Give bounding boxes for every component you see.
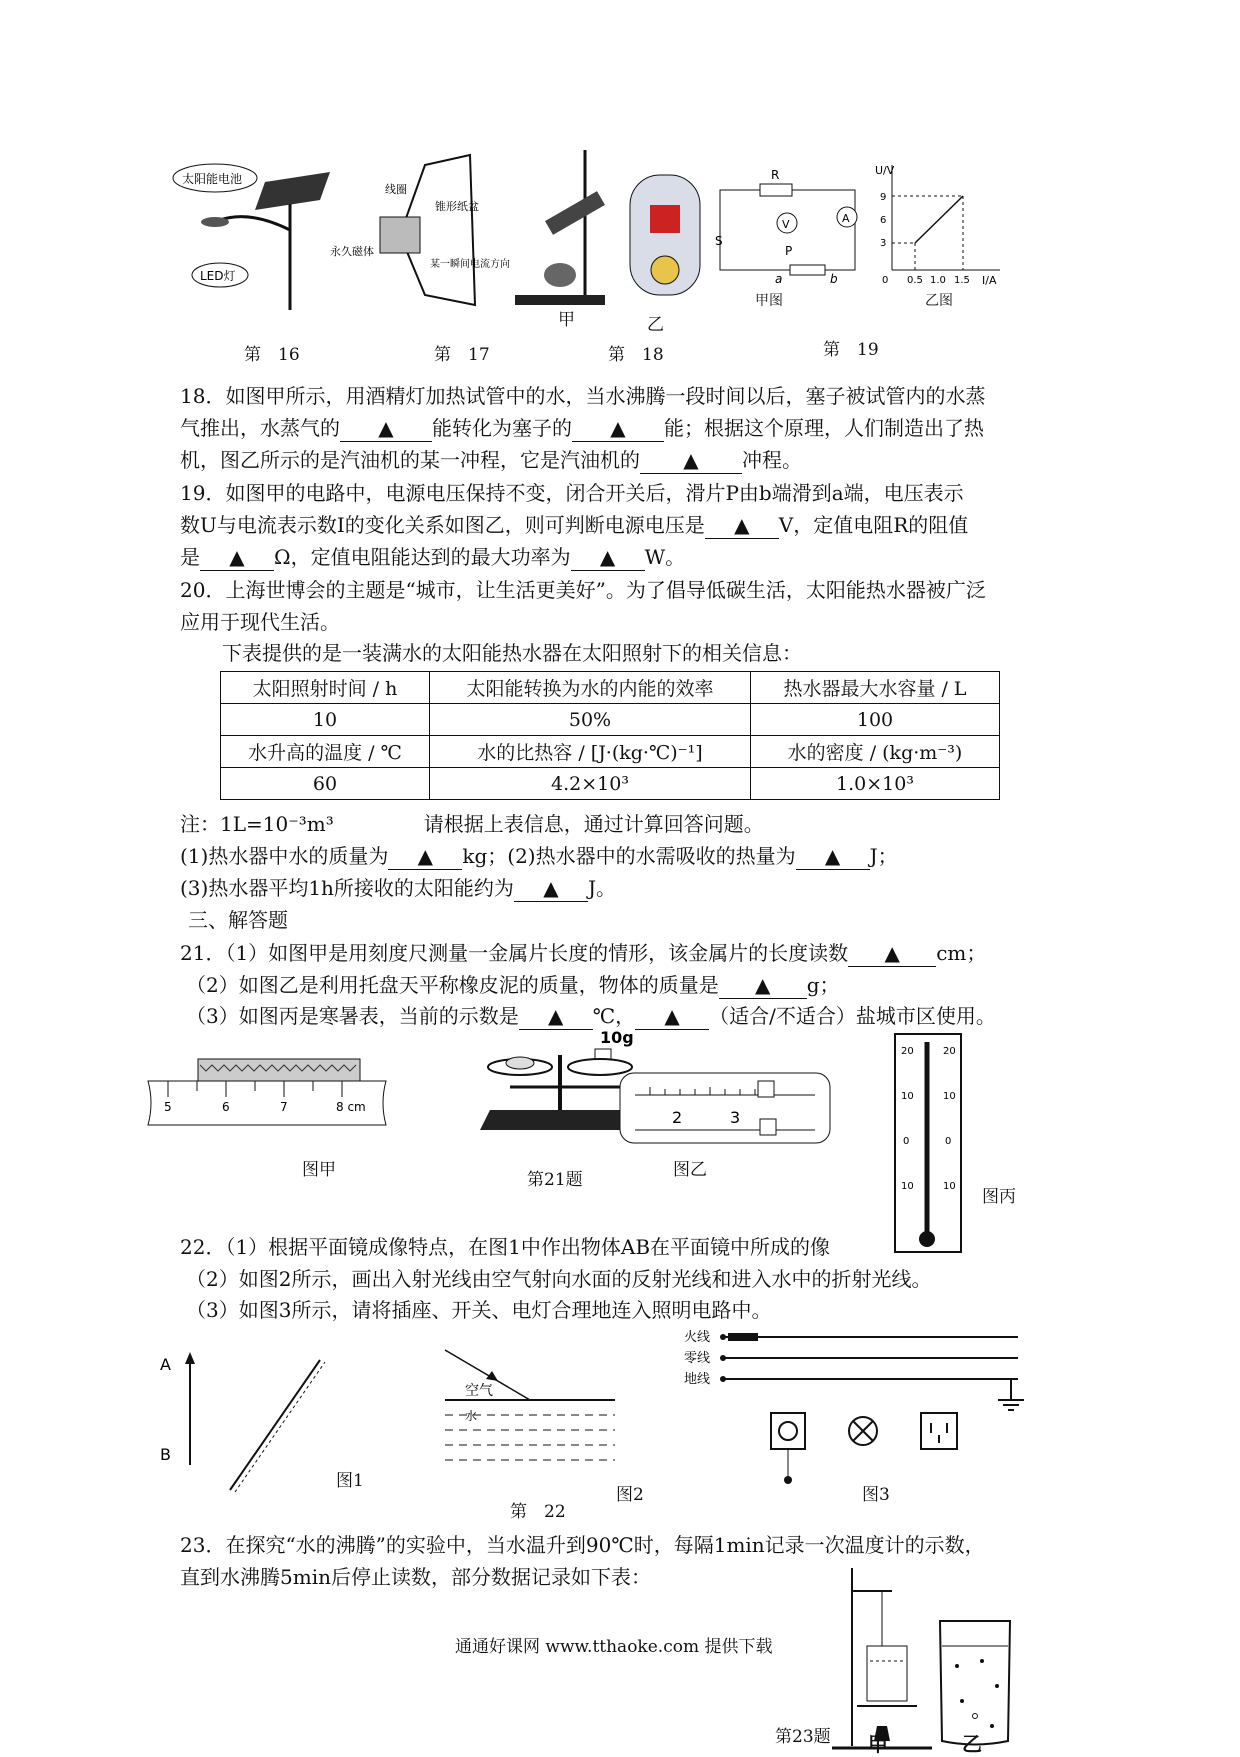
table-cell: 50% — [430, 704, 751, 736]
answer-blank[interactable]: ▲ — [705, 512, 779, 539]
q20-line3: 下表提供的是一装满水的太阳能热水器在太阳照射下的相关信息： — [222, 641, 802, 665]
svg-text:A: A — [160, 1355, 171, 1374]
svg-text:8 cm: 8 cm — [336, 1100, 366, 1114]
svg-text:5: 5 — [164, 1100, 172, 1114]
q20-line2: 应用于现代生活。 — [180, 610, 340, 634]
svg-text:6: 6 — [222, 1100, 230, 1114]
q18-line1: 18．如图甲所示，用酒精灯加热试管中的水，当水沸腾一段时间以后，塞子被试管内的水蒸 — [180, 384, 986, 408]
q22-line3: （3）如图3所示，请将插座、开关、电灯合理地连入照明电路中。 — [186, 1298, 772, 1322]
caption-yi-tu: 乙图 — [925, 293, 953, 309]
svg-text:LED灯: LED灯 — [200, 269, 236, 283]
answer-blank[interactable]: ▲ — [571, 544, 645, 571]
answer-blank[interactable]: ▲ — [572, 415, 664, 442]
q21-line2: （2）如图乙是利用托盘天平称橡皮泥的质量，物体的质量是 ▲ g； — [186, 973, 840, 997]
q19-line2: 数U与电流表示数I的变化关系如图乙，则可判断电源电压是 ▲ V，定值电阻R的阻值 — [180, 513, 969, 537]
svg-text:0: 0 — [903, 1136, 910, 1147]
svg-text:线圈: 线圈 — [385, 183, 407, 196]
svg-text:空气: 空气 — [465, 1383, 493, 1399]
svg-text:R: R — [771, 168, 780, 182]
answer-blank[interactable]: ▲ — [719, 972, 807, 999]
q20-note: 注：1L=10⁻³m³ 请根据上表信息，通过计算回答问题。 — [180, 812, 764, 836]
q20-part2: (3)热水器平均1h所接收的太阳能约为 ▲ J。 — [180, 876, 616, 900]
figure-17-speaker — [330, 155, 510, 310]
caption-fig21: 第21题 — [527, 1170, 583, 1190]
svg-text:I/A: I/A — [982, 274, 997, 287]
svg-text:S: S — [715, 234, 723, 248]
table-cell: 水升高的温度 / ℃ — [221, 736, 430, 768]
figure-19-circuit — [715, 165, 860, 285]
table-cell: 热水器最大水容量 / L — [751, 672, 1000, 704]
answer-blank[interactable]: ▲ — [640, 447, 742, 474]
q19-line3: 是 ▲ Ω，定值电阻能达到的最大功率为 ▲ W。 — [180, 545, 686, 569]
caption-jia-tu: 甲图 — [755, 293, 783, 309]
caption-fig17: 第 17 — [434, 345, 490, 365]
svg-text:0.5: 0.5 — [907, 275, 923, 286]
table-cell: 4.2×10³ — [430, 768, 751, 800]
caption-fig23-jia: 甲 — [868, 1732, 888, 1756]
caption-tu-yi: 图乙 — [673, 1160, 707, 1180]
figure-18-heat-engine — [515, 150, 715, 315]
q20-line1: 20．上海世博会的主题是“城市，让生活更美好”。为了倡导低碳生活，太阳能热水器被广泛 — [180, 578, 986, 602]
svg-text:P: P — [785, 244, 793, 258]
svg-text:A: A — [842, 212, 850, 225]
q21-line1: 21．（1）如图甲是用刻度尺测量一金属片长度的情形，该金属片的长度读数 ▲ cm； — [180, 941, 987, 965]
caption-fig18-yi: 乙 — [647, 315, 664, 335]
svg-text:a: a — [775, 272, 783, 286]
caption-fig19: 第 19 — [823, 340, 879, 360]
footer-source: 通通好课网 www.tthaoke.com 提供下载 — [455, 1637, 773, 1657]
figure-22-mirror — [160, 1350, 330, 1500]
svg-text:水: 水 — [465, 1409, 478, 1423]
svg-text:U/V: U/V — [875, 164, 895, 177]
q23-line1: 23．在探究“水的沸腾”的实验中，当水温升到90℃时，每隔1min记录一次温度计的示数， — [180, 1533, 985, 1557]
svg-text:V: V — [782, 218, 790, 231]
figure-19-ui-graph — [870, 160, 1010, 285]
svg-text:永久磁体: 永久磁体 — [330, 245, 374, 258]
svg-text:零线: 零线 — [684, 1351, 711, 1366]
svg-text:0: 0 — [882, 275, 889, 286]
answer-blank[interactable]: ▲ — [388, 843, 462, 870]
caption-fig16: 第 16 — [244, 345, 300, 365]
svg-text:0: 0 — [945, 1136, 952, 1147]
svg-text:3: 3 — [880, 238, 887, 249]
caption-tu3: 图3 — [862, 1485, 890, 1505]
caption-fig18: 第 18 — [608, 345, 664, 365]
svg-text:火线: 火线 — [684, 1330, 711, 1345]
answer-blank[interactable]: ▲ — [796, 843, 870, 870]
q18-line3: 机，图乙所示的是汽油机的某一冲程，它是汽油机的 ▲ 冲程。 — [180, 448, 802, 472]
svg-text:20: 20 — [901, 1046, 914, 1057]
svg-text:10g: 10g — [600, 1028, 634, 1047]
q22-line1: 22．（1）根据平面镜成像特点，在图1中作出物体AB在平面镜中所成的像 — [180, 1235, 831, 1259]
q18-line2: 气推出，水蒸气的 ▲ 能转化为塞子的 ▲ 能；根据这个原理，人们制造出了热 — [180, 416, 984, 440]
table-row — [221, 736, 1000, 768]
q21-line3: （3）如图丙是寒暑表，当前的示数是 ▲ ℃， ▲ （适合/不适合）盐城市区使用。 — [186, 1004, 996, 1028]
svg-text:B: B — [160, 1445, 171, 1464]
q20-part1: (1)热水器中水的质量为 ▲ kg；(2)热水器中的水需吸收的热量为 ▲ J； — [180, 844, 898, 868]
caption-fig22: 第 22 — [510, 1502, 566, 1522]
figure-23-boiling — [832, 1566, 1022, 1754]
section-title: 三、解答题 — [188, 908, 288, 932]
svg-text:20: 20 — [943, 1046, 956, 1057]
svg-text:2: 2 — [672, 1108, 683, 1127]
caption-tu2: 图2 — [616, 1485, 644, 1505]
svg-text:某一瞬间电流方向: 某一瞬间电流方向 — [430, 259, 510, 270]
table-cell: 60 — [221, 768, 430, 800]
answer-blank[interactable]: ▲ — [514, 875, 588, 902]
q19-line1: 19．如图甲的电路中，电源电压保持不变，闭合开关后，滑片P由b端滑到a端，电压表示 — [180, 481, 964, 505]
svg-text:1.5: 1.5 — [954, 275, 970, 286]
answer-blank[interactable]: ▲ — [340, 415, 432, 442]
answer-blank[interactable]: ▲ — [200, 544, 274, 571]
svg-text:b: b — [830, 272, 838, 286]
caption-fig18-jia: 甲 — [558, 310, 575, 330]
table-row — [221, 704, 1000, 736]
svg-text:3: 3 — [730, 1108, 741, 1127]
table-cell: 水的密度 / (kg·m⁻³) — [751, 736, 1000, 768]
caption-tu-jia: 图甲 — [302, 1160, 336, 1180]
svg-text:锥形纸盆: 锥形纸盆 — [435, 200, 479, 213]
svg-text:10: 10 — [943, 1091, 956, 1102]
svg-text:10: 10 — [901, 1181, 914, 1192]
figure-16-solar-lamp — [170, 160, 350, 310]
svg-text:10: 10 — [943, 1181, 956, 1192]
table-cell: 100 — [751, 704, 1000, 736]
answer-blank[interactable]: ▲ — [848, 940, 936, 967]
figure-21-ruler — [148, 1055, 388, 1130]
svg-text:10: 10 — [901, 1091, 914, 1102]
table-row — [221, 768, 1000, 800]
q23-line2: 直到水沸腾5min后停止读数，部分数据记录如下表： — [180, 1565, 651, 1589]
svg-text:1.0: 1.0 — [930, 275, 946, 286]
solar-heater-table — [220, 671, 1000, 800]
svg-text:7: 7 — [280, 1100, 288, 1114]
q22-line2: （2）如图2所示，画出入射光线由空气射向水面的反射光线和进入水中的折射光线。 — [186, 1267, 932, 1291]
table-cell: 太阳能转换为水的内能的效率 — [430, 672, 751, 704]
svg-text:地线: 地线 — [684, 1372, 711, 1387]
table-cell: 水的比热容 / [J·(kg·℃)⁻¹] — [430, 736, 751, 768]
figure-21-balance — [480, 1025, 840, 1155]
caption-fig23-yi: 乙 — [962, 1732, 982, 1756]
table-cell: 太阳照射时间 / h — [221, 672, 430, 704]
table-cell: 10 — [221, 704, 430, 736]
figure-21-thermometer — [893, 1032, 965, 1254]
answer-blank[interactable]: ▲ — [635, 1003, 709, 1030]
caption-tu1: 图1 — [336, 1471, 364, 1491]
svg-text:9: 9 — [880, 192, 887, 203]
answer-blank[interactable]: ▲ — [519, 1003, 593, 1030]
svg-text:6: 6 — [880, 215, 887, 226]
caption-tu-bing: 图丙 — [982, 1187, 1016, 1207]
table-row — [221, 672, 1000, 704]
table-cell: 1.0×10³ — [751, 768, 1000, 800]
svg-text:太阳能电池: 太阳能电池 — [182, 172, 243, 186]
figure-22-refraction — [440, 1345, 620, 1475]
figure-22-circuit — [678, 1325, 1023, 1490]
caption-fig23: 第23题 — [775, 1727, 831, 1747]
